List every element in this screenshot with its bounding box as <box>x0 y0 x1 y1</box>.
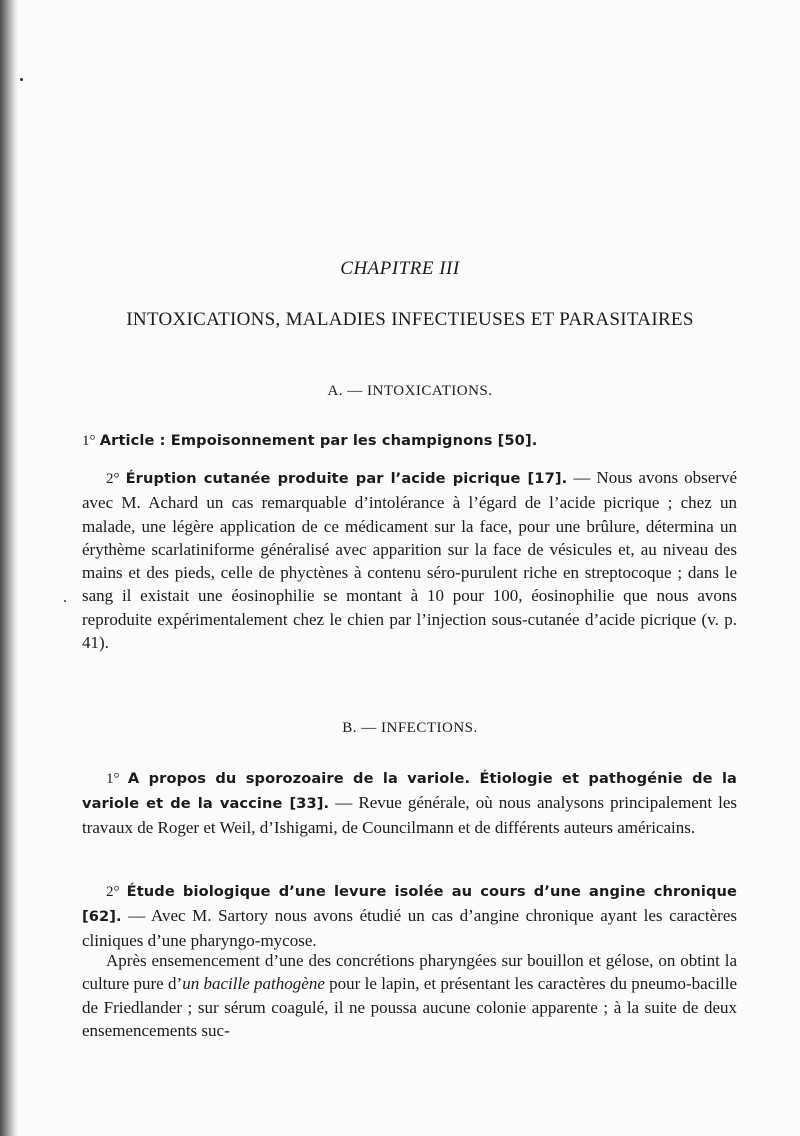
item-number: 1° <box>82 433 96 449</box>
section-b-heading: B. — INFECTIONS. <box>342 720 478 736</box>
item-number: 2° <box>106 471 120 487</box>
section-a-item-2 <box>82 466 737 654</box>
section-b-item-1 <box>82 766 737 839</box>
item-body: — Revue générale, où nous analysons principalement les travaux de Roger et Weil, d’Ishigami, de Councilmann et de différents auteurs américains. <box>82 793 738 837</box>
scan-speck <box>64 600 66 602</box>
item-title: Article : Empoisonnement par les champignons [50]. <box>99 432 538 449</box>
page-edge-shadow <box>0 0 18 1136</box>
item-title: A propos du sporozoaire de la variole. Étiologie et pathogénie de la variole et de la vaccine [33]. <box>82 770 737 813</box>
continuation-italic: un bacille pathogène <box>182 974 325 994</box>
section-a-heading: A. — INTOXICATIONS. <box>327 383 493 399</box>
section-b-continuation <box>82 949 737 1042</box>
item-body: — Avec M. Sartory nous avons étudié un cas d’angine chronique ayant les caractères cliniques d’une pharyngo-mycose. <box>82 906 738 950</box>
scan-speck <box>20 78 23 81</box>
chapter-subtitle: INTOXICATIONS, MALADIES INFECTIEUSES ET PARASITAIRES <box>126 309 694 330</box>
continuation-text-end: pour le lapin, et présentant les caractères du pneumo-bacille de Friedlander ; sur sérum coagulé, il ne poussa aucune colonie apparente ; à la suite de deux ensemencements suc- <box>82 974 737 1040</box>
section-b-item-2 <box>82 879 737 952</box>
item-number: 2° <box>106 884 120 900</box>
continuation-text: Après ensemencement d’une des concrétions pharyngées sur bouillon et gélose, on obtint la culture pure d’ <box>82 951 737 994</box>
section-a-item-1 <box>82 428 737 453</box>
item-title: Étude biologique d’une levure isolée au cours d’une angine chronique [62]. <box>82 883 737 926</box>
item-title: Éruption cutanée produite par l’acide picrique [17]. <box>125 470 568 487</box>
item-body: — Nous avons observé avec M. Achard un cas remarquable d’intolérance à l’égard de l’acide picrique ; chez un malade, une légère application de ce médicament sur la face, pour une brûlure, détermina un érythème scarlatiniforme généralisé avec apparition sur la face de vésicules et, au niveau des mains et des pieds, celle de phyctènes à contenu séro-purulent riche en streptocoque ; dans le sang il existait une éosinophilie se montant à 10 pour 100, éosinophilie que nous avons reproduite expérimentalement chez le chien par l’injection sous-cutanée d’acide picrique (v. p. 41). <box>82 468 738 653</box>
item-number: 1° <box>106 771 120 787</box>
chapter-title: CHAPITRE III <box>340 258 460 279</box>
